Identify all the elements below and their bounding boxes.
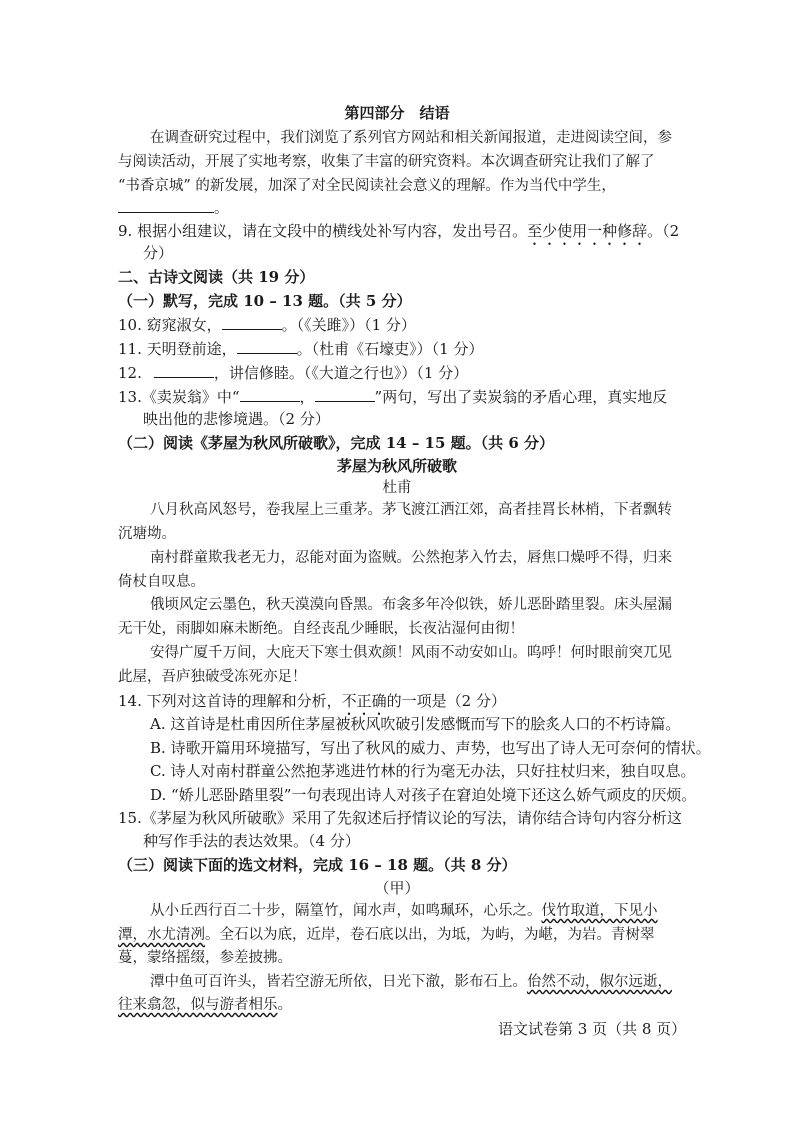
question-12 [118,362,468,384]
subsection-1-title: （一）默写，完成 10 – 13 题。（共 5 分） [118,292,412,310]
passage-text: 潭中鱼可百许头，皆若空游无所依，日光下澈，影布石上。 [150,974,527,990]
passage-line-4 [150,971,672,993]
answer-blank[interactable] [118,197,214,213]
q14-score: 的一项是（2 分） [386,692,506,710]
q9-emphasis: 至少使用一种修辞 [527,222,648,240]
q9-text: 9. 根据小组建议，请在文段中的横线处补写内容，发出号召。 [118,222,528,240]
q13-comma: ， [299,388,315,406]
part4-paragraph-line-2: 与阅读活动，开展了实地考察，收集了丰富的研究资料。本次调查研究让我们了解了 [118,154,655,170]
question-15-line-2: 种写作手法的表达效果。（4 分） [143,832,360,850]
q10-blank[interactable] [222,314,282,330]
subsection-3-title: （三）阅读下面的选文材料，完成 16 – 18 题。（共 8 分） [118,856,517,874]
section-2-title: 二、古诗文阅读（共 19 分） [118,268,315,286]
q9-score: 。（2 [647,222,680,240]
question-15-line-1: 15.《茅屋为秋风所破歌》采用了先叙述后抒情议论的写法，请你结合诗句内容分析这 [118,809,682,827]
question-13-line-1 [118,386,667,408]
q14-emphasis: 不正确 [341,692,387,710]
q14-option-b: B. 诗歌开篇用环境描写，写出了秋风的威力、声势，也写出了诗人无可奈何的情状。 [150,739,711,757]
q13-text: 13.《卖炭翁》中“ [118,388,240,406]
question-9-line-2: 分） [143,244,174,262]
q13-text-2: ”两句，写出了卖炭翁的矛盾心理，真实地反 [374,388,668,406]
passage-text: 从小丘西行百二十步，隔篁竹，闻水声，如鸣珮环，心乐之。 [150,903,542,919]
question-13-line-2: 映出他的悲惨境遇。（2 分） [143,410,330,428]
q11-source: 。（杜甫《石壕吏》）（1 分） [296,340,484,358]
poem-author: 杜甫 [382,480,412,496]
passage-line-1 [150,900,658,922]
passage-underlined: 往来翕忽，似与游者相乐 [118,997,278,1013]
question-11 [118,338,483,360]
part4-paragraph-line-3: “书香京城” 的新发展，加深了对全民阅读社会意义的理解。作为当代中学生， [118,178,616,194]
q12-blank[interactable] [154,362,214,378]
q10-source: 。（《关雎》）（1 分） [281,316,416,334]
q12-number: 12. [118,364,142,382]
passage-underlined: 佁然不动，俶尔远逝， [527,974,672,990]
part4-answer-line [118,197,229,220]
poem-title: 茅屋为秋风所破歌 [336,457,457,475]
question-9-line-1 [118,220,679,249]
poem-line-8: 此屋，吾庐独破受冻死亦足！ [118,669,307,685]
poem-line-6: 无干处，雨脚如麻未断绝。自经丧乱少睡眠，长夜沾湿何由彻！ [118,621,524,637]
q13-blank-1[interactable] [240,386,300,402]
question-10 [118,314,416,336]
passage-line-5 [118,994,292,1016]
q11-blank[interactable] [237,338,297,354]
passage-text: 。 [277,997,292,1013]
part4-paragraph-line-1: 在调查研究过程中，我们浏览了系列官方网站和相关新闻报道，走进阅读空间，参 [150,130,672,146]
part4-title: 第四部分 结语 [344,104,450,122]
page-footer: 语文试卷第 3 页（共 8 页） [498,1020,687,1038]
q10-text: 10. 窈窕淑女， [118,316,222,334]
q13-blank-2[interactable] [315,386,375,402]
poem-line-2: 沉塘坳。 [118,526,176,542]
poem-line-1: 八月秋高风怒号，卷我屋上三重茅。茅飞渡江洒江郊，高者挂罥长林梢，下者飘转 [150,502,672,518]
q14-option-d: D. “娇儿恶卧踏里裂”一句表现出诗人对孩子在窘迫处境下还这么娇气顽皮的厌烦。 [150,786,697,804]
subsection-2-title: （二）阅读《茅屋为秋风所破歌》，完成 14 – 15 题。（共 6 分） [118,434,555,452]
poem-line-7: 安得广厦千万间，大庇天下寒士俱欢颜！风雨不动安如山。呜呼！何时眼前突兀见 [150,645,672,661]
period: 。 [214,201,229,217]
q14-text: 14. 下列对这首诗的理解和分析， [118,692,342,710]
q12-source: ，讲信修睦。（《大道之行也》）（1 分） [213,364,469,382]
q14-option-a: A. 这首诗是杜甫因所住茅屋被秋风吹破引发感慨而写下的脍炙人口的不朽诗篇。 [150,715,681,733]
poem-line-3: 南村群童欺我老无力，忍能对面为盗贼。公然抱茅入竹去，唇焦口燥呼不得，归来 [150,550,672,566]
passage-underlined: 潭，水尤清冽 [118,927,205,943]
passage-text: 。全石以为底，近岸，卷石底以出，为坻，为屿，为嵁，为岩。青树翠 [205,927,655,943]
poem-line-5: 俄顷风定云墨色，秋天漠漠向昏黑。布衾多年冷似铁，娇儿恶卧踏里裂。床头屋漏 [150,597,672,613]
poem-line-4: 倚杖自叹息。 [118,574,205,590]
passage-line-2 [118,924,655,946]
text-jia-label: （甲） [374,879,420,897]
q11-text: 11. 天明登前途， [118,340,237,358]
passage-line-3: 蔓，蒙络摇缀，参差披拂。 [118,950,292,966]
passage-underlined: 伐竹取道，下见小 [541,903,658,919]
q14-option-c: C. 诗人对南村群童公然抱茅逃进竹林的行为毫无办法，只好拄杖归来，独自叹息。 [150,762,696,780]
